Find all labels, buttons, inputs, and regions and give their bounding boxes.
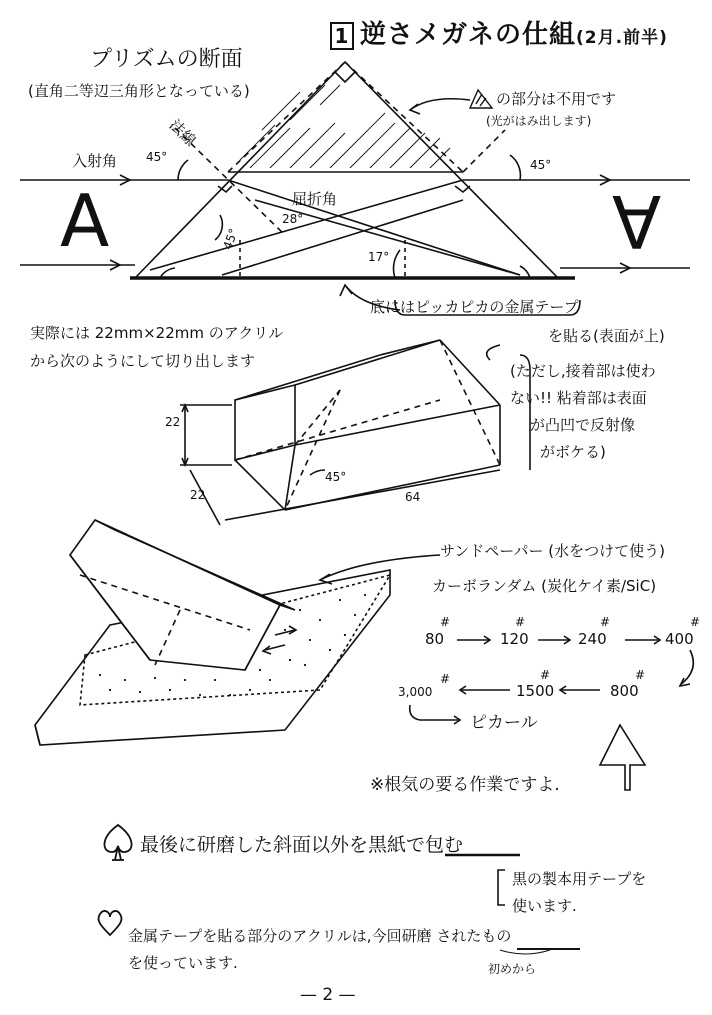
angle-45-inner: 45° [220,226,241,252]
adhesive-note-4: がボケる) [540,443,606,461]
prism-title: プリズムの断面 [90,47,243,72]
heart-note-2: を使っています. [128,954,238,972]
acrylic-block [235,340,500,510]
block-angle: 45° [325,470,347,484]
heart-note-sub: 初めから [488,962,537,976]
hash-1: # [440,615,451,629]
heart-icon [98,911,121,935]
letter-a-right: A [612,179,662,263]
normal-label: 法線 [165,115,200,150]
grit-120: 120 [500,630,529,648]
grit-80: 80 [425,630,445,648]
page-title: 逆さメガネの仕組 [360,20,577,50]
grit-3000: 3,000 [398,685,433,699]
unused-part-sub: (光がはみ出します) [486,114,592,128]
refraction-angle-label: 屈折角 [292,190,338,208]
sandpaper-label: サンドペーパー (水をつけて使う) [440,542,665,560]
unused-part-note: の部分は不用です [496,90,617,108]
cutting-line-1: 実際には 22mm×22mm のアクリル [30,324,284,342]
adhesive-note-1: (ただし,接着部は使わ [510,362,656,380]
patience-note: ※根気の要る作業ですよ. [370,775,560,795]
heart-note-1: 金属テープを貼る部分のアクリルは,今回研磨 されたもの [128,927,512,945]
hash-2: # [515,615,526,629]
angle-28: 28° [282,212,304,226]
dim-depth: 22 [190,488,206,502]
black-tape-note-2: 使います. [512,897,577,915]
incidence-angle-label: 入射角 [72,152,118,170]
grit-400: 400 [665,630,694,648]
adhesive-note-2: ない!! 粘着部は表面 [510,389,647,407]
pikal-label: ピカール [470,713,538,733]
spade-note: 最後に研磨した斜面以外を黒紙で包む [140,834,464,856]
page-number: — 2 — [300,985,356,1005]
adhesive-note-3: が凸凹で反射像 [530,416,636,434]
carborundum-label: カーボランダム (炭化ケイ素/SiC) [432,577,657,595]
section-number-box: 1 [330,22,354,50]
angle-45-left: 45° [146,150,168,164]
base-tape-note: 底にはピッカピカの金属テープ [370,298,579,316]
grit-240: 240 [578,630,607,648]
grit-1500: 1500 [516,682,555,700]
base-tape-note-2: を貼る(表面が上) [548,327,665,345]
hash-6: # [540,668,551,682]
grit-800: 800 [610,682,639,700]
hatched-triangle-icon [470,90,492,108]
sanded-prism [70,520,295,670]
page-subtitle: (2月.前半) [576,28,668,48]
angle-17: 17° [368,250,390,264]
prism-caption: (直角二等辺三角形となっている) [28,82,250,100]
black-tape-note-1: 黒の製本用テープを [512,870,647,888]
hash-3: # [600,615,611,629]
dim-height: 22 [165,415,181,429]
angle-45-right: 45° [530,158,552,172]
hash-5: # [440,672,451,686]
spade-icon [104,825,131,860]
letter-a-left: A [60,179,110,263]
page-header [330,14,668,51]
hash-7: # [635,668,646,682]
dim-length: 64 [405,490,421,504]
cutting-line-2: から次のようにして切り出します [30,352,256,370]
hatch-region [240,85,450,168]
hash-4: # [690,615,701,629]
